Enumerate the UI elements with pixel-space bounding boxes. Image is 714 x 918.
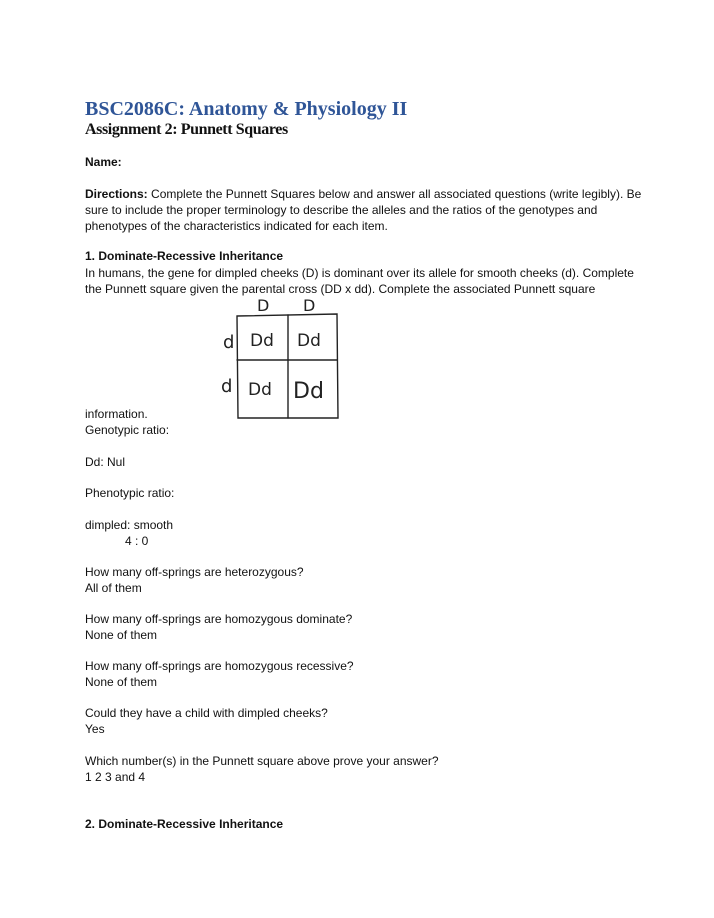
punnett-cell-1: Dd bbox=[250, 331, 274, 351]
question-2: How many off-springs are homozygous dominate? bbox=[85, 612, 353, 626]
side-allele-1: d bbox=[223, 332, 235, 353]
genotypic-ratio-answer: Dd: Nul bbox=[85, 455, 126, 469]
punnett-square bbox=[217, 294, 347, 424]
name-label: Name: bbox=[85, 155, 122, 169]
directions-label: Directions: bbox=[85, 187, 148, 201]
answer-2: None of them bbox=[85, 628, 158, 642]
document-title: BSC2086C: Anatomy & Physiology II bbox=[85, 98, 408, 120]
phenotypic-ratio-label: Phenotypic ratio: bbox=[85, 486, 175, 500]
answer-3: None of them bbox=[85, 675, 158, 689]
answer-4: Yes bbox=[85, 722, 105, 736]
answer-1: All of them bbox=[85, 581, 142, 595]
phenotypic-ratio-answer: dimpled: smooth bbox=[85, 518, 174, 532]
top-allele-1: D bbox=[257, 296, 270, 315]
phenotypic-ratio-values: 4 : 0 bbox=[125, 534, 149, 548]
document-subtitle: Assignment 2: Punnett Squares bbox=[85, 121, 288, 138]
question-5: Which number(s) in the Punnett square above prove your answer? bbox=[85, 754, 439, 768]
answer-5: 1 2 3 and 4 bbox=[85, 770, 146, 784]
section2-heading: 2. Dominate-Recessive Inheritance bbox=[85, 817, 284, 831]
section1-intro: In humans, the gene for dimpled cheeks (D) is dominant over its allele for smooth cheeks (d). Complete the Punnett square given the parental cross (DD x dd). Complete the associated Punnett square bbox=[85, 266, 634, 296]
section1-heading: 1. Dominate-Recessive Inheritance bbox=[85, 249, 284, 263]
genotypic-ratio-label: Genotypic ratio: bbox=[85, 423, 170, 437]
directions-paragraph bbox=[85, 186, 645, 234]
question-1: How many off-springs are heterozygous? bbox=[85, 565, 304, 579]
question-4: Could they have a child with dimpled cheeks? bbox=[85, 706, 328, 720]
question-3: How many off-springs are homozygous recessive? bbox=[85, 659, 354, 673]
side-allele-2: d bbox=[221, 376, 233, 397]
top-allele-2: D bbox=[303, 296, 316, 315]
punnett-cell-3: Dd bbox=[248, 380, 272, 400]
section1-intro-end: information. bbox=[85, 407, 148, 421]
directions-text: Complete the Punnett Squares below and answer all associated questions (write legibly). Be sure to include the proper terminology to describe the alleles and the ratios of the genotypes and phenotypes of the characteristics indicated for each item. bbox=[85, 187, 642, 233]
punnett-cell-2: Dd bbox=[297, 331, 321, 351]
punnett-cell-4: Dd bbox=[293, 379, 324, 404]
